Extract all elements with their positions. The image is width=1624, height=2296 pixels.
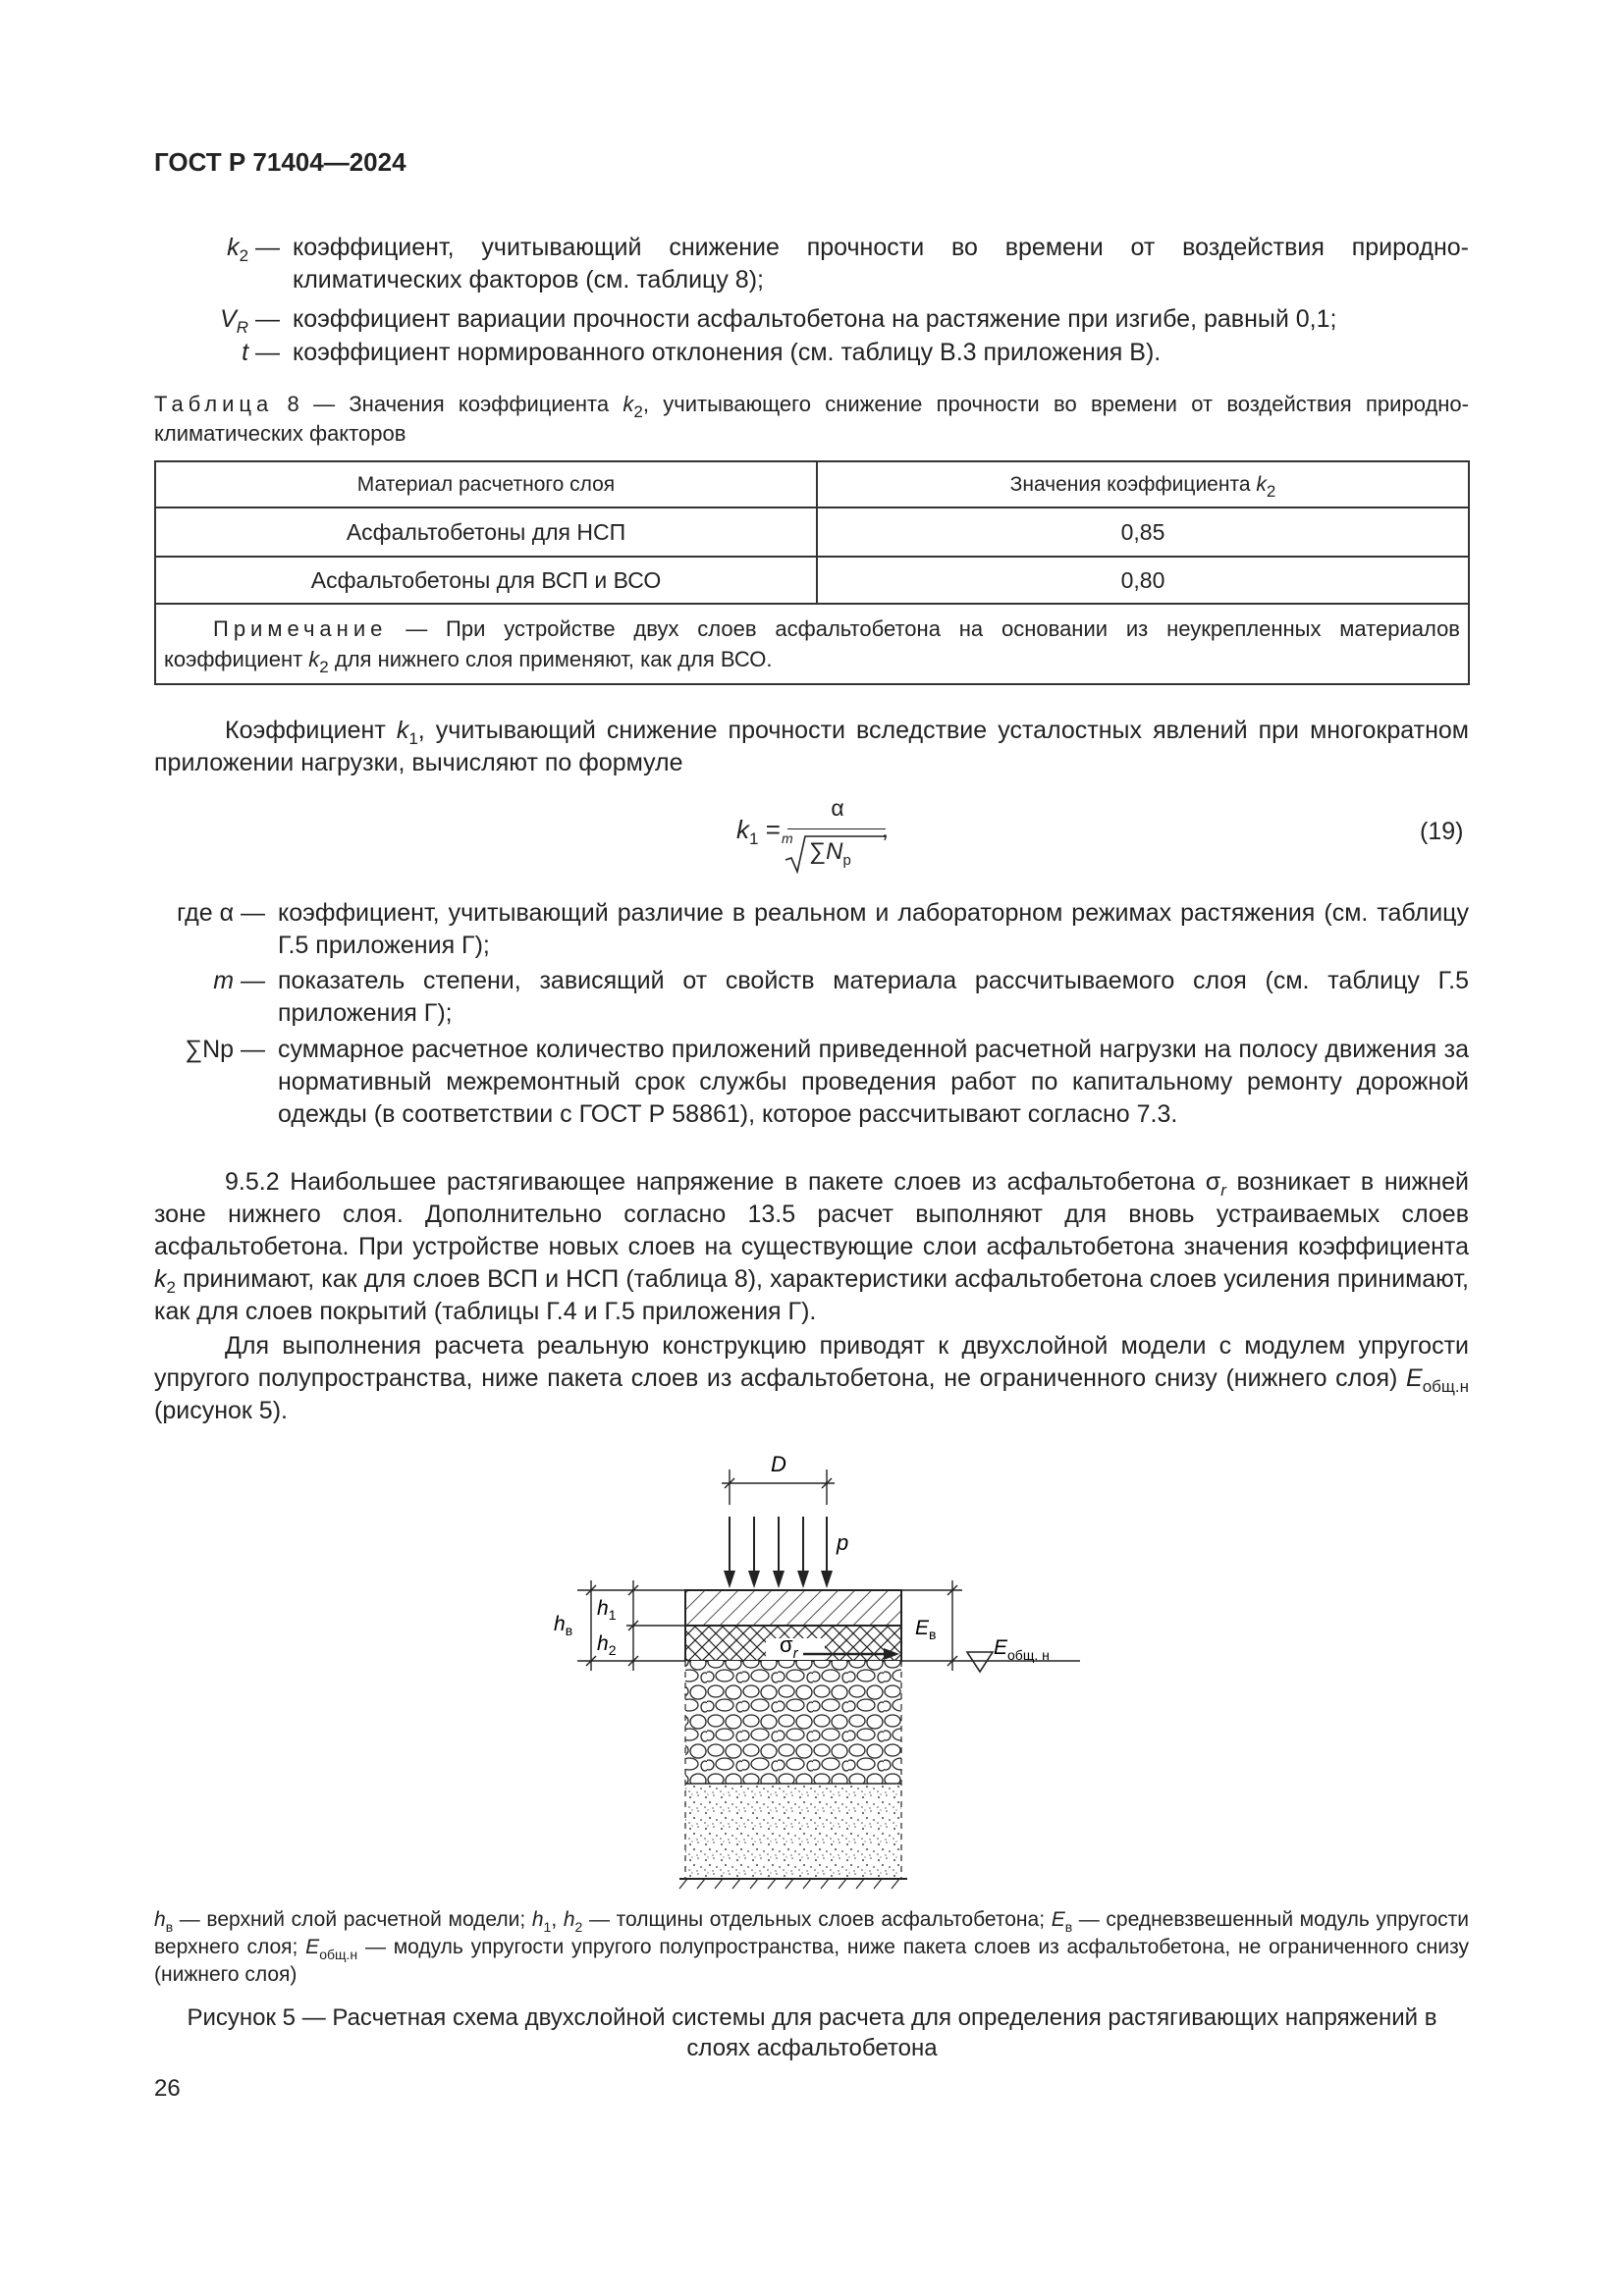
formula-numerator: α — [831, 795, 844, 821]
table8-cell-value: 0,85 — [817, 507, 1469, 557]
def-text-k2: коэффициент, учитывающий снижение прочности во времени от воздействия природно-климатических факторов (см. таблицу 8); — [293, 234, 1469, 294]
def-term-alpha: где α — — [177, 899, 265, 927]
formula-number: (19) — [1420, 818, 1464, 845]
label-h2: $h_2$ — [597, 1632, 617, 1658]
table-row — [155, 507, 1469, 557]
def-text-vr: коэффициент вариации прочности асфальтобетона на растяжение при изгибе, равный 0,1; — [293, 305, 1337, 333]
table8-head-value: Значения коэффициента $k_2$ — [817, 461, 1469, 507]
figure-5-diagram — [530, 1448, 1100, 1890]
table8 — [154, 460, 1470, 685]
table8-cell-value: 0,80 — [817, 557, 1469, 604]
table8-caption: Таблица 8 — Значения коэффициента $k_2$, учитывающего снижение прочности во времени от воздействия природно-климатических факторов — [154, 392, 1469, 446]
table8-cell-material: Асфальтобетоны для ВСП и ВСО — [155, 557, 817, 604]
page-header: ГОСТ Р 71404—2024 — [154, 147, 406, 177]
def-term-m: m — — [213, 967, 265, 994]
page-number: 26 — [154, 2075, 181, 2102]
label-h1: $h_1$ — [597, 1597, 617, 1623]
table8-head-material: Материал расчетного слоя — [155, 461, 817, 507]
label-ev: $E_в$ — [915, 1617, 937, 1642]
paragraph-model: Для выполнения расчета реальную конструкцию приводят к двухслойной модели с модулем упругости упругого полупространства, ниже пакета слоев из асфальтобетона, не ограниченного снизу (нижнего слоя) $E_{общ.н}$ (рисунок 5). — [154, 1332, 1469, 1424]
label-hv: $h_в$ — [554, 1613, 573, 1638]
def-term-vr: $V_R$ — — [220, 305, 280, 337]
label-p: p — [837, 1530, 849, 1555]
table-row — [155, 557, 1469, 604]
formula-root-index: m — [782, 830, 793, 846]
label-sigma: $\sigma_r$ — [780, 1632, 798, 1662]
def-term-k2: $k_2$ — — [227, 234, 280, 265]
def-text-t: коэффициент нормированного отклонения (см. таблицу В.3 приложения В). — [293, 339, 1162, 366]
def-text-m: показатель степени, зависящий от свойств материала рассчитываемого слоя (см. таблицу Г.5 приложения Г); — [278, 967, 1469, 1027]
table8-note: Примечание — При устройстве двух слоев асфальтобетона на основании из неукрепленных материалов коэффициент $k_2$ для нижнего слоя применяют, как для ВСО. — [155, 604, 1469, 684]
paragraph-k1: Коэффициент $k_1$, учитывающий снижение прочности вследствие усталостных явлений при многократном приложении нагрузки, вычисляют по формуле — [154, 717, 1469, 776]
def-term-sum-np: ∑Np — — [185, 1036, 265, 1063]
def-text-alpha: коэффициент, учитывающий различие в реальном и лабораторном режимах растяжения (см. таблицу Г.5 приложения Г); — [278, 899, 1469, 959]
figure-caption: Рисунок 5 — Расчетная схема двухслойной системы для расчета для определения растягивающих напряжений в слоях асфальтобетона — [187, 2004, 1437, 2061]
def-term-t: t — — [242, 339, 280, 366]
figure-legend: $h_в$ — верхний слой расчетной модели; $h_1$, $h_2$ — толщины отдельных слоев асфальтобетона; $E_в$ — средневзвешенный модуль упругости верхнего слоя; $E_{общ.н}$ — модуль упругости упругого полупространства, ниже пакета слоев из асфальтобетона, не ограниченного снизу (нижнего слоя) — [154, 1908, 1470, 1986]
table8-cell-material: Асфальтобетоны для НСП — [155, 507, 817, 557]
label-d: D — [771, 1452, 786, 1476]
label-eobsch: $E_{общ. н}$ — [994, 1636, 1050, 1663]
formula-19: $k_1$ = α m $\sum N_р$ , — [736, 795, 893, 874]
paragraph-9-5-2: 9.5.2 Наибольшее растягивающее напряжение в пакете слоев из асфальтобетона $\sigma_r$ возникает в нижней зоне нижнего слоя. Дополнительно согласно 13.5 расчет выполняют для вновь устраиваемых слоев асфальтобетона. При устройстве новых слоев на существующие слои асфальтобетона значения коэффициента $k_2$ принимают, как для слоев ВСП и НСП (таблица 8), характеристики асфальтобетона слоев усиления принимают, как для слоев покрытий (таблицы Г.4 и Г.5 приложения Г). — [154, 1168, 1469, 1325]
def-text-sum-np: суммарное расчетное количество приложений приведенной расчетной нагрузки на полосу движения за нормативный межремонтный срок службы проведения работ по капитальному ремонту дорожной одежды (в соответствии с ГОСТ Р 58861), которое рассчитывают согласно 7.3. — [278, 1036, 1469, 1128]
